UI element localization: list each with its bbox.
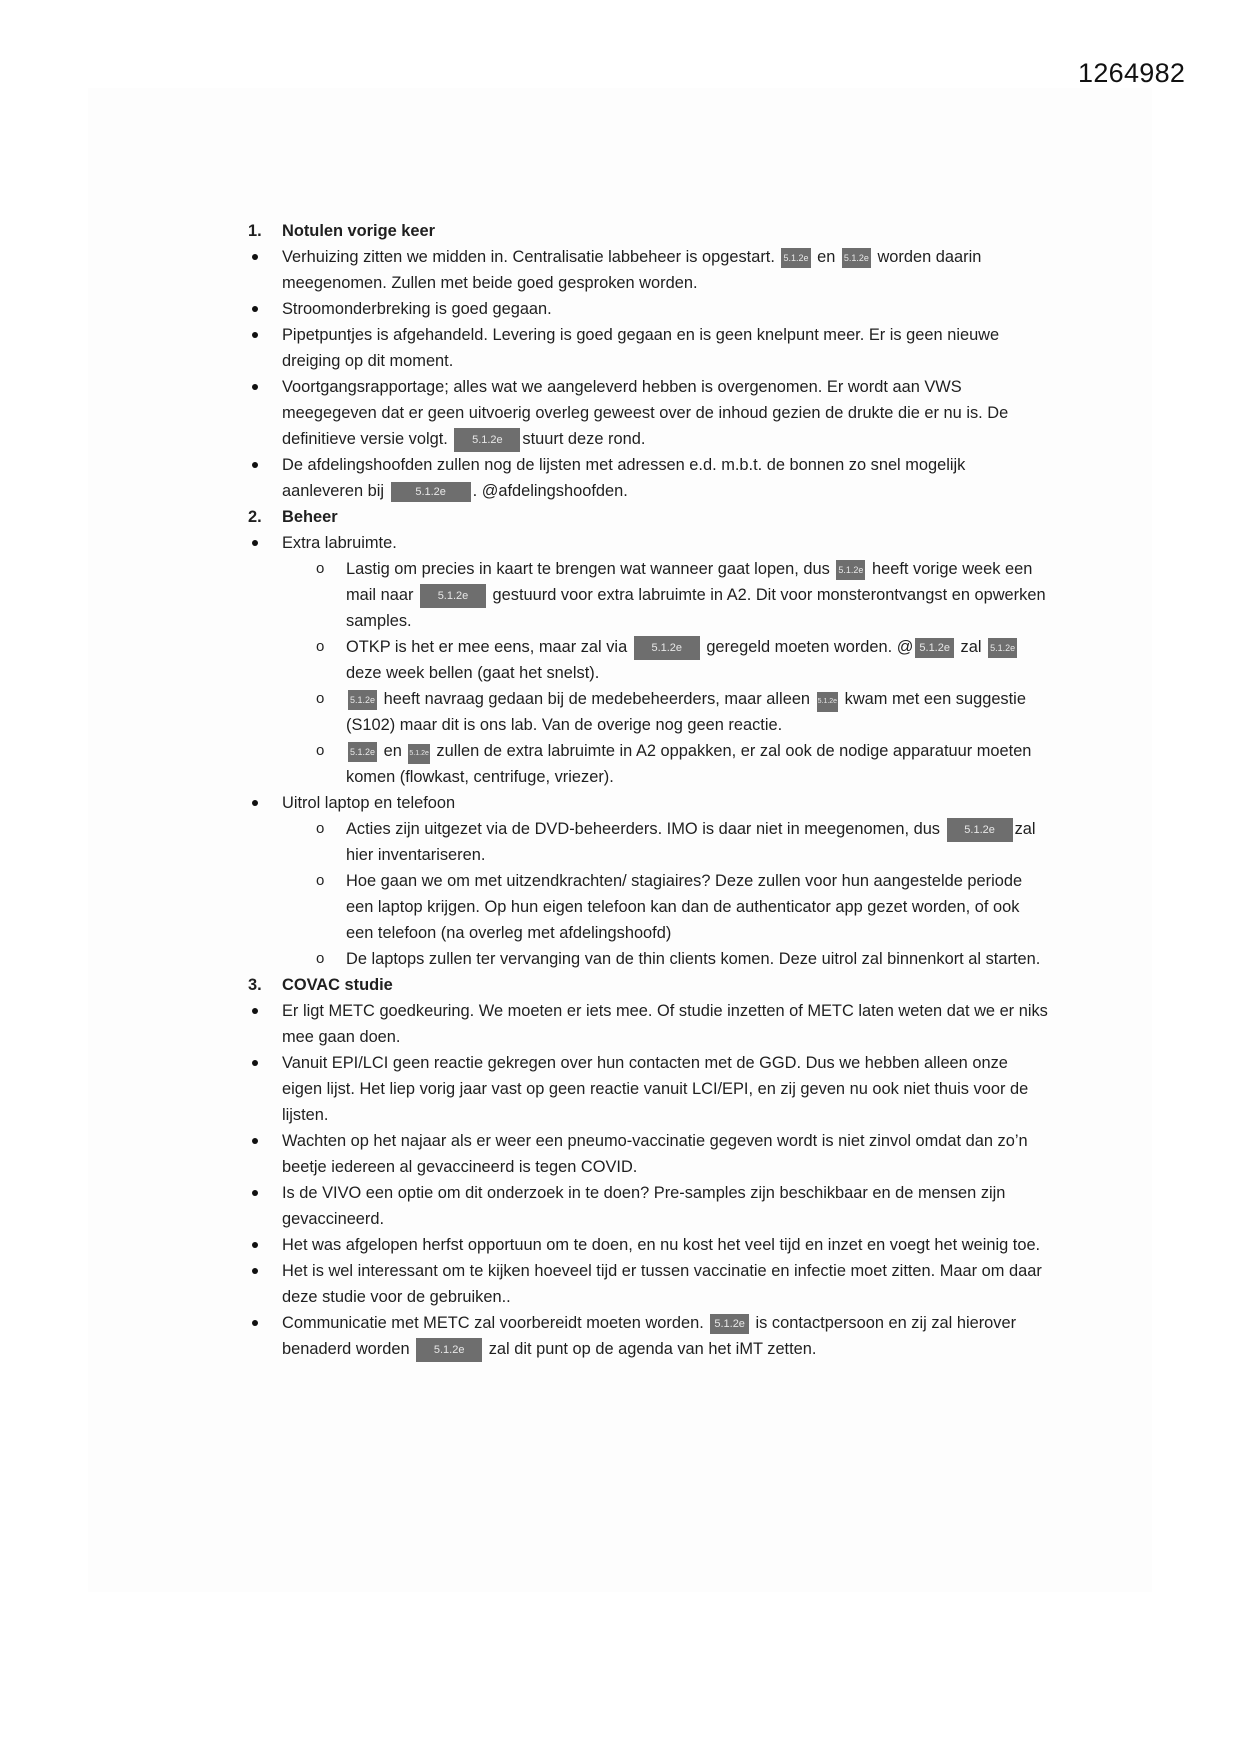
redaction-box: 5.1.2e [781,248,810,268]
list-item: Het is wel interessant om te kijken hoeveel tijd er tussen vaccinatie en infectie moet zitten. Maar om daar deze studie voor de gebruiken.. [248,1258,1048,1310]
sub-list-item: o Lastig om precies in kaart te brengen wat wanneer gaat lopen, dus 5.1.2e heeft vorige week een mail naar 5.1.2e gestuurd voor extra labruimte in A2. Dit voor monsterontvangst en opwerken samples. [248,556,1048,634]
redaction-box: 5.1.2e [416,1338,482,1362]
section-heading-3 [248,972,1048,998]
list-item: Er ligt METC goedkeuring. We moeten er iets mee. Of studie inzetten of METC laten weten dat we er niks mee gaan doen. [248,998,1048,1050]
section-number: 1. [248,222,262,240]
sub-list-item: o OTKP is het er mee eens, maar zal via 5.1.2e geregeld moeten worden. @ 5.1.2e zal 5.1.2edeze week bellen (gaat het snelst). [248,634,1048,686]
sub-list-item: o De laptops zullen ter vervanging van de thin clients komen. Deze uitrol zal binnenkort al starten. [248,946,1048,972]
redaction-box: 5.1.2e [710,1314,749,1334]
list-item: Wachten op het najaar als er weer een pneumo-vaccinatie gegeven wordt is niet zinvol omdat dan zo’n beetje iedereen al gevaccineerd is tegen COVID. [248,1128,1048,1180]
redaction-box: 5.1.2e [391,482,471,502]
section-title: Notulen vorige keer [282,222,436,240]
redaction-box: 5.1.2e [348,690,377,710]
list-item: Extra labruimte. [248,530,1048,556]
sub-list-item: o Acties zijn uitgezet via de DVD-beheerders. IMO is daar niet in meegenomen, dus 5.1.2e zal hier inventariseren. [248,816,1048,868]
section-heading-1 [248,218,1048,244]
list-item: Vanuit EPI/LCI geen reactie gekregen over hun contacten met de GGD. Dus we hebben alleen onze eigen lijst. Het liep vorig jaar vast op geen reactie vanuit LCI/EPI, en zij geven nu ook niet thuis voor de lijsten. [248,1050,1048,1128]
redaction-box: 5.1.2e [420,584,486,608]
sub-list-item: o Hoe gaan we om met uitzendkrachten/ stagiaires? Deze zullen voor hun aangestelde periode een laptop krijgen. Op hun eigen telefoon kan dan de authenticator app gezet worden, of ook een telefoon (na overleg met afdelingshoofd) [248,868,1048,946]
redaction-box: 5.1.2e [634,636,700,660]
section-heading-2 [248,504,1048,530]
list-item: Stroomonderbreking is goed gegaan. [248,296,1048,322]
redaction-box: 5.1.2e [947,818,1013,842]
redaction-box: 5.1.2e [988,638,1017,658]
redaction-box: 5.1.2e [836,560,865,580]
list-item: Is de VIVO een optie om dit onderzoek in te doen? Pre-samples zijn beschikbaar en de mensen zijn gevaccineerd. [248,1180,1048,1232]
redaction-box: 5.1.2e [817,692,838,712]
section-title: Beheer [282,508,338,526]
list-item: Uitrol laptop en telefoon [248,790,1048,816]
redaction-box: 5.1.2e [408,744,429,764]
redaction-box: 5.1.2e [915,638,954,658]
section-title: COVAC studie [282,976,393,994]
list-item: Voortgangsrapportage; alles wat we aangeleverd hebben is overgenomen. Er wordt aan VWS meegegeven dat er geen uitvoerig overleg geweest over de inhoud gezien de drukte die er nu is. De definitieve versie volgt. 5.1.2e stuurt deze rond. [248,374,1048,452]
list-item: Pipetpuntjes is afgehandeld. Levering is goed gegaan en is geen knelpunt meer. Er is geen nieuwe dreiging op dit moment. [248,322,1048,374]
sub-list-item: o 5.1.2e en 5.1.2e zullen de extra labruimte in A2 oppakken, er zal ook de nodige apparatuur moeten komen (flowkast, centrifuge, vriezer). [248,738,1048,790]
redaction-box: 5.1.2e [842,248,871,268]
sub-list-item: o 5.1.2e heeft navraag gedaan bij de medebeheerders, maar alleen 5.1.2e kwam met een suggestie (S102) maar dit is ons lab. Van de overige nog geen reactie. [248,686,1048,738]
redaction-box: 5.1.2e [348,742,377,762]
list-item: Communicatie met METC zal voorbereidt moeten worden. 5.1.2e is contactpersoon en zij zal hierover benaderd worden 5.1.2e zal dit punt op de agenda van het iMT zetten. [248,1310,1048,1362]
list-item: Verhuizing zitten we midden in. Centralisatie labbeheer is opgestart. 5.1.2e en 5.1.2e worden daarin meegenomen. Zullen met beide goed gesproken worden. [248,244,1048,296]
section-number: 3. [248,976,262,994]
list-item: De afdelingshoofden zullen nog de lijsten met adressen e.d. m.b.t. de bonnen zo snel mogelijk aanleveren bij 5.1.2e . @afdelingshoofden. [248,452,1048,504]
document-id-number: 1264982 [1078,58,1186,88]
section-number: 2. [248,508,262,526]
redaction-box: 5.1.2e [454,428,520,452]
list-item: Het was afgelopen herfst opportuun om te doen, en nu kost het veel tijd en inzet en voegt het weinig toe. [248,1232,1048,1258]
meeting-minutes [248,218,1048,1362]
